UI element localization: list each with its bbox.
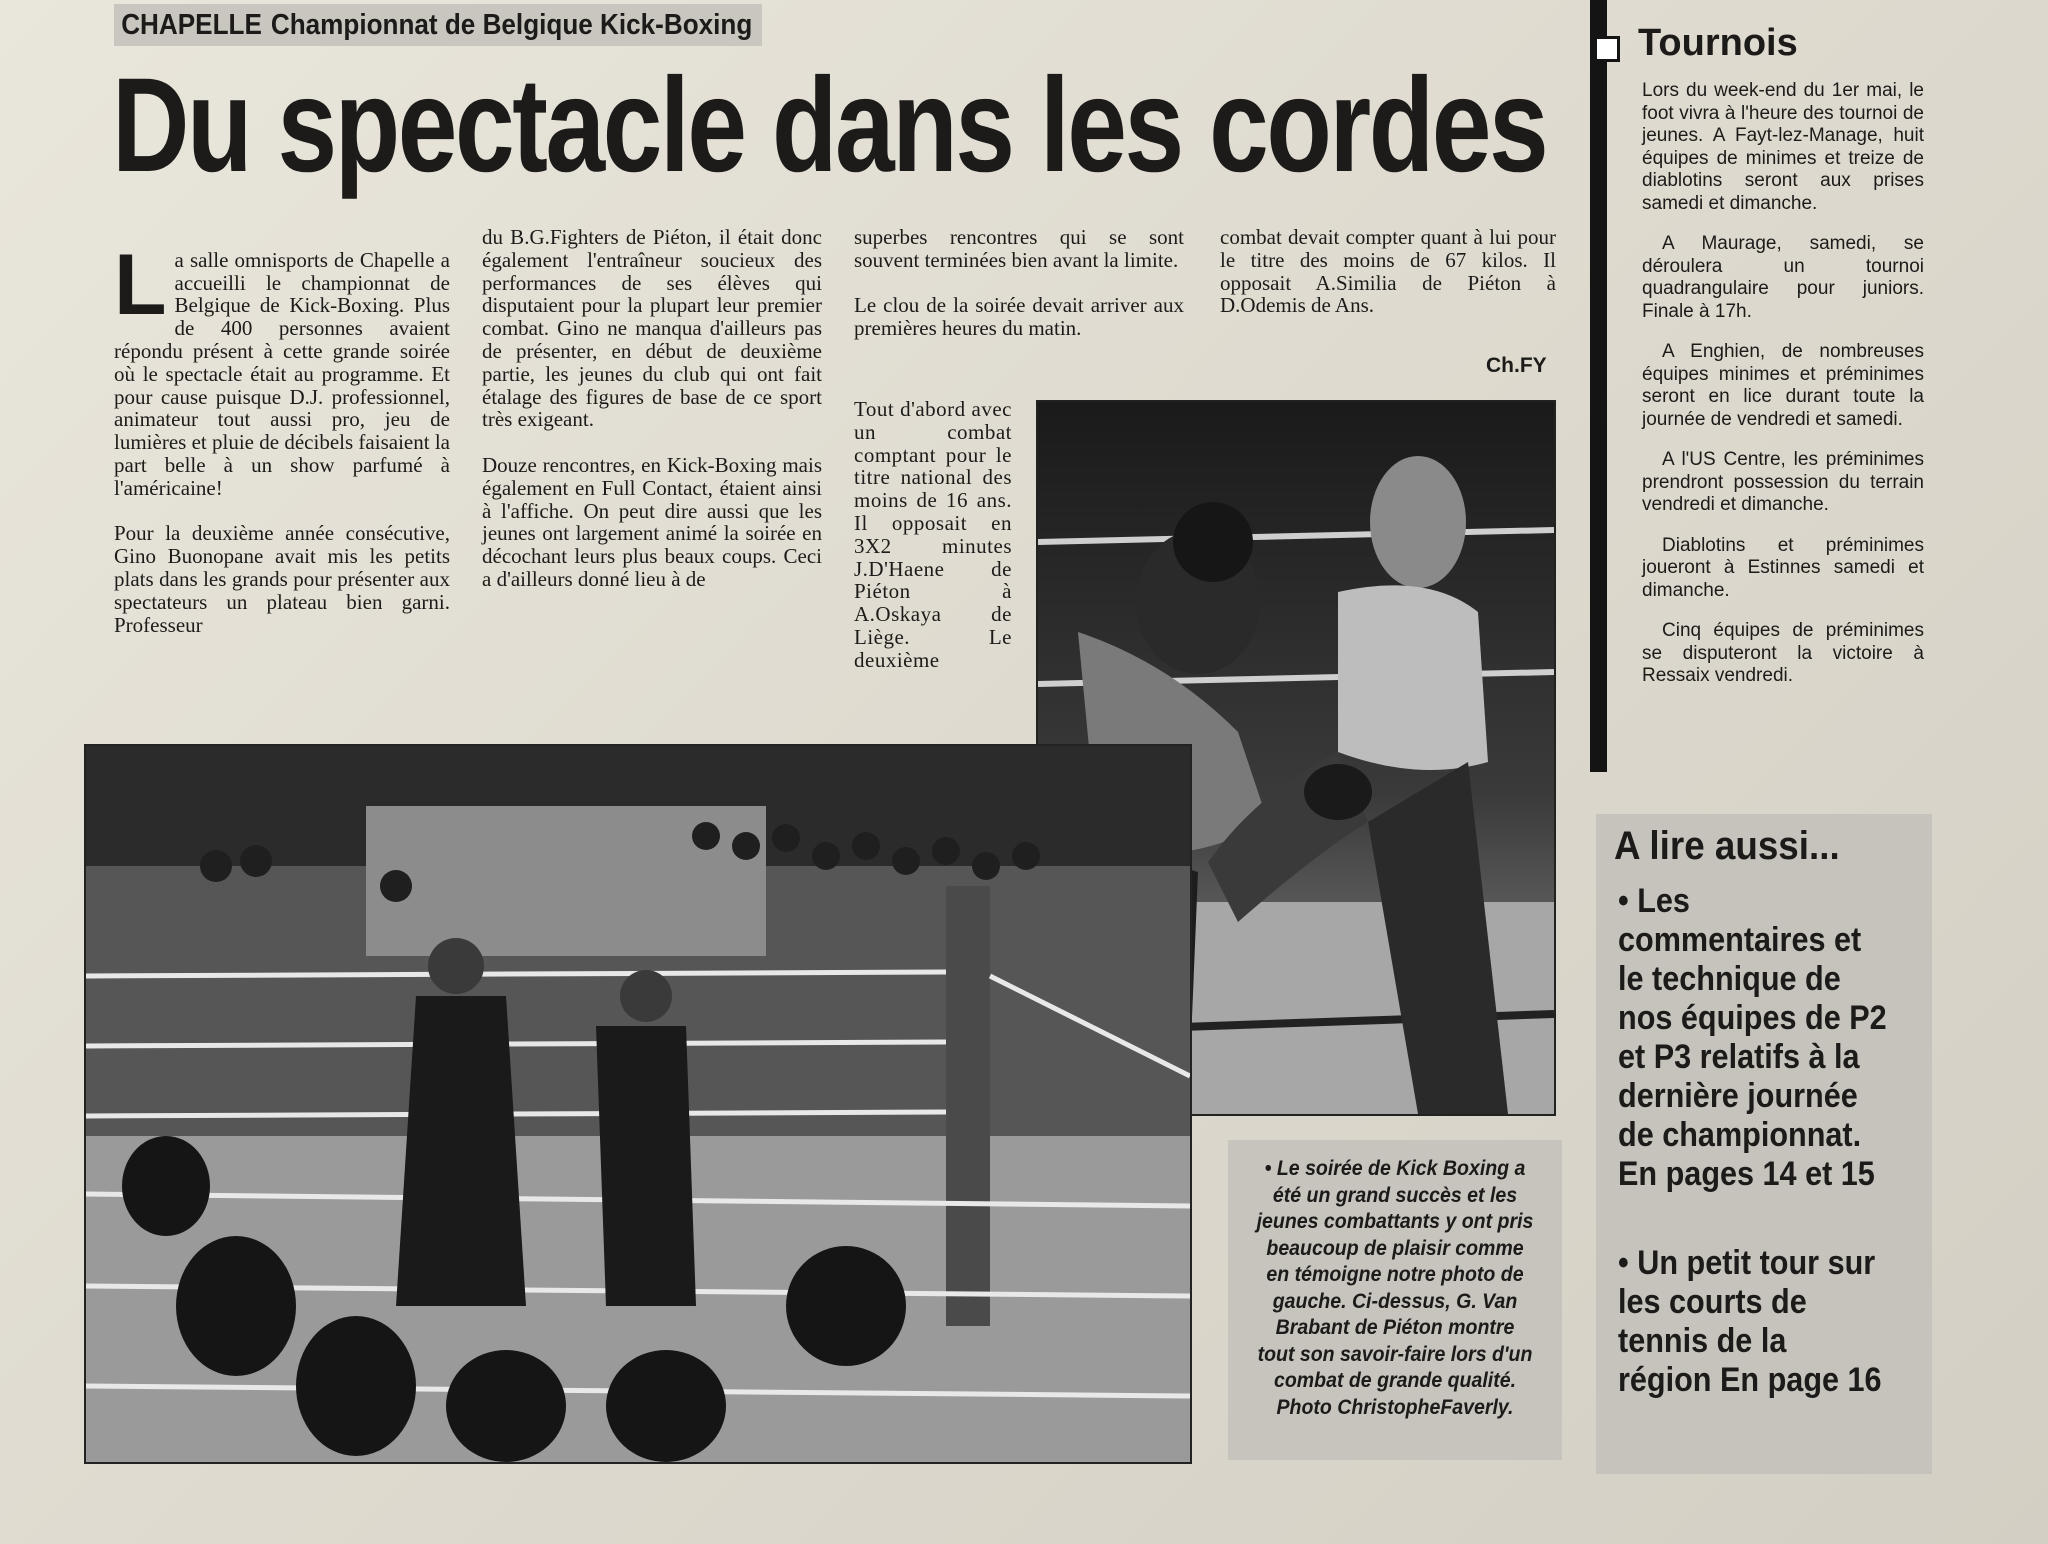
read-also-title: A lire aussi...: [1614, 824, 1840, 868]
read-also-item-1: • Les commentaires et le technique de nos équipes de P2 et P3 relatifs à la dernière journée de championnat. En pages 14 et 15: [1618, 882, 1887, 1193]
photo-youth-club-image: [86, 746, 1190, 1462]
read-also-box: [1596, 814, 1932, 1474]
sidebar-title: Tournois: [1638, 22, 1798, 64]
section-kicker: [114, 4, 762, 46]
sidebar-paragraph: Cinq équipes de préminimes se disputeront la victoire à Ressaix vendredi.: [1642, 620, 1924, 686]
kicker-location: CHAPELLE: [121, 9, 262, 41]
sidebar-paragraph: A l'US Centre, les préminimes prendront possession du terrain vendredi et dimanche.: [1642, 449, 1924, 515]
photo-youth-club: [84, 744, 1192, 1464]
article-column-1-text: a salle omnisports de Chapelle a accueilli le championnat de Belgique de Kick-Boxing. Plus de 400 personnes avaient répondu présent à cette grande soirée où le spectacle était au programme. Et pour cause puisque D.J. professionnel, animateur tout aussi pro, jeu de lumières et pluie de décibels faisaient la part belle à un show parfumé à l'américaine! Pour la deuxième année consécutive, Gino Buonopane avait mis les petits plats dans les grands pour présenter aux spectateurs un plateau bien garni. Professeur: [114, 247, 450, 637]
article-column-1: [114, 226, 450, 636]
sidebar-body: [1642, 80, 1924, 706]
byline: Ch.FY: [1486, 354, 1547, 377]
sidebar-paragraph: A Enghien, de nombreuses équipes minimes et préminimes seront en lice durant toute la journée de vendredi et samedi.: [1642, 341, 1924, 430]
headline: Du spectacle dans les cordes: [112, 51, 1547, 200]
photo-caption-box: [1228, 1140, 1562, 1460]
sidebar-square-icon: [1594, 36, 1620, 62]
sidebar-paragraph: Diablotins et préminimes joueront à Estinnes samedi et dimanche.: [1642, 534, 1924, 601]
article-column-3a: superbes rencontres qui se sont souvent terminées bien avant la limite. Le clou de la soirée devait arriver aux premières heures du matin.: [854, 225, 1184, 341]
article-column-2: du B.G.Fighters de Piéton, il était donc également l'entraîneur soucieux des performances de ses élèves qui disputaient pour la plupart leur premier combat. Gino ne manqua d'ailleurs pas de présenter, en début de deuxième partie, les jeunes du club qui ont fait étalage des figures de base de ce sport très exigeant. Douze rencontres, en Kick-Boxing mais également en Full Contact, étaient ainsi à l'affiche. On peut dire aussi que les jeunes ont largement animé la soirée en décochant leurs plus beaux coups. Ceci a d'ailleurs donné lieu à de: [482, 225, 822, 591]
kicker-label: Championnat de Belgique Kick-Boxing: [270, 9, 753, 41]
sidebar-rule: [1590, 0, 1607, 772]
drop-cap: L: [114, 236, 167, 333]
article-column-4: combat devait compter quant à lui pour le titre des moins de 67 kilos. Il opposait A.Similia de Piéton à D.Odemis de Ans.: [1220, 225, 1556, 318]
sidebar-paragraph: A Maurage, samedi, se déroulera un tournoi quadrangulaire pour juniors. Finale à 17h.: [1642, 233, 1924, 322]
read-also-item-2: • Un petit tour sur les courts de tennis de la région En page 16: [1618, 1244, 1882, 1399]
photo-caption: • Le soirée de Kick Boxing a été un grand succès et les jeunes combattants y ont pris beaucoup de plaisir comme en témoigne notre photo de gauche. Ci-dessus, G. Van Brabant de Piéton montre tout son savoir-faire lors d'un combat de grande qualité. Photo ChristopheFaverly.: [1256, 1157, 1534, 1419]
article-column-3b: Tout d'abord avec un combat comptant pour le titre national des moins de 16 ans. Il opposait en 3X2 minutes J.D'Haene de Piéton à A.Oskaya de Liège. Le deuxième: [854, 397, 1012, 672]
sidebar-paragraph: Lors du week-end du 1er mai, le foot vivra à l'heure des tournoi de jeunes. A Fayt-lez-Manage, huit équipes de minimes et treize de diablotins seront aux prises samedi et dimanche.: [1642, 80, 1924, 214]
